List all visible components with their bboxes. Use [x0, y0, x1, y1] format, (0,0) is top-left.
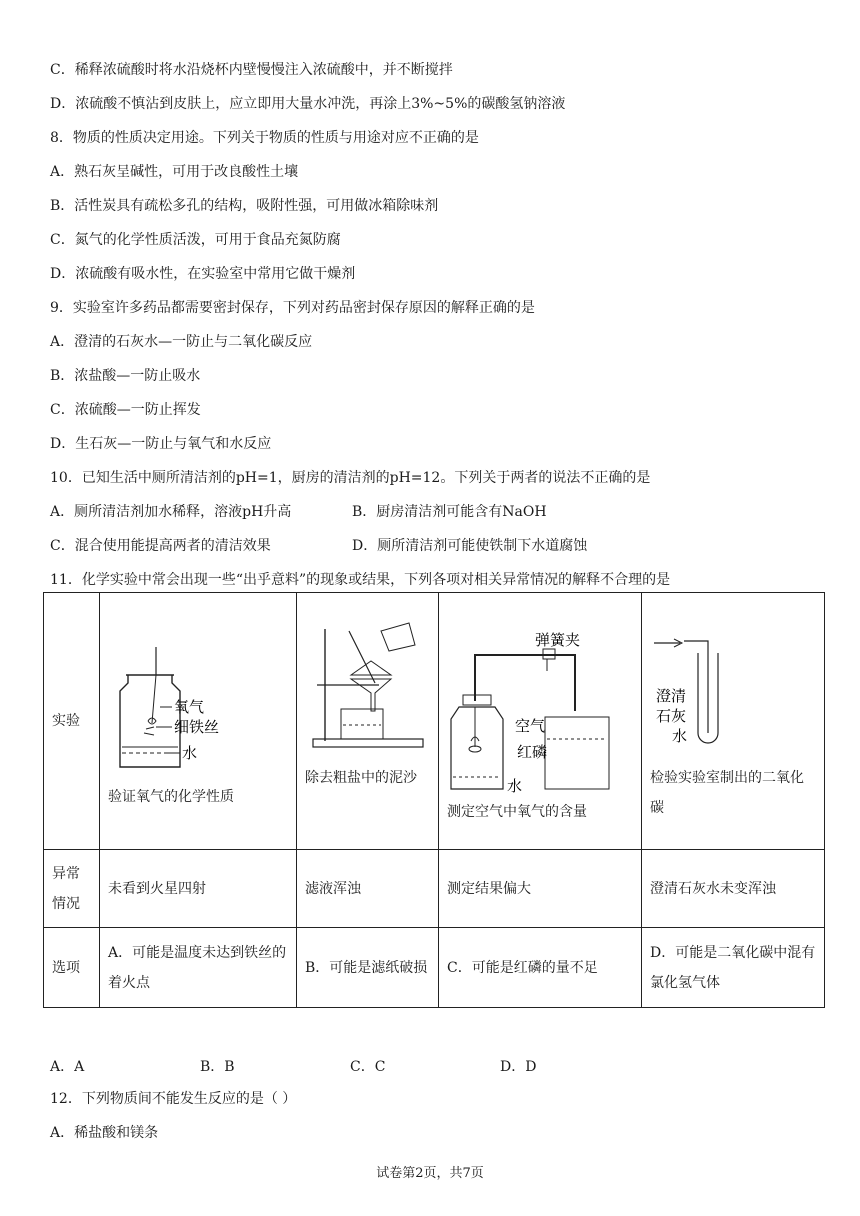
q7-option-d: D．浓硫酸不慎沾到皮肤上，应立即用大量水冲洗，再涂上3%~5%的碳酸氢钠溶液 — [50, 96, 566, 112]
q11-option-a: A．A — [50, 1059, 85, 1075]
q8-option-b: B．活性炭具有疏松多孔的结构，吸附性强，可用做冰箱除味剂 — [50, 198, 439, 214]
label-water-3: 水 — [507, 777, 523, 795]
q9-option-c: C．浓硫酸—一防止挥发 — [50, 402, 201, 418]
experiment-caption-1: 验证氧气的化学性质 — [108, 789, 234, 805]
q8-option-c: C．氮气的化学性质活泼，可用于食品充氮防腐 — [50, 232, 341, 248]
label-lime: 石灰 — [656, 707, 687, 725]
q9-option-a: A．澄清的石灰水—一防止与二氧化碳反应 — [50, 334, 313, 350]
oxygen-content-diagram — [447, 631, 632, 799]
label-iron-wire: 细铁丝 — [174, 718, 220, 736]
q9-stem: 9．实验室许多药品都需要密封保存，下列对药品密封保存原因的解释正确的是 — [50, 300, 535, 316]
label-clear: 澄清 — [656, 687, 687, 705]
experiment-row — [44, 593, 825, 850]
label-red-phosphorus: 红磷 — [517, 743, 548, 761]
experiment-cell-2 — [297, 593, 439, 850]
q10-option-c: C．混合使用能提高两者的清洁效果 — [50, 538, 271, 554]
option-cell-a: A．可能是温度未达到铁丝的着火点 — [100, 928, 297, 1008]
label-water: 水 — [182, 744, 198, 762]
row-header-option: 选项 — [44, 928, 100, 1008]
q8-option-a: A．熟石灰呈碱性，可用于改良酸性土壤 — [50, 164, 299, 180]
abnormal-row — [44, 850, 825, 928]
q12-option-a: A．稀盐酸和镁条 — [50, 1125, 159, 1141]
label-water-4: 水 — [672, 727, 688, 745]
q10-option-b: B．厨房清洁剂可能含有NaOH — [352, 504, 547, 520]
q11-option-b: B．B — [200, 1059, 235, 1075]
experiment-caption-2: 除去粗盐中的泥沙 — [305, 770, 417, 786]
option-cell-c: C．可能是红磷的量不足 — [439, 928, 642, 1008]
label-oxygen: 氧气 — [174, 698, 205, 716]
q7-option-c: C．稀释浓硫酸时将水沿烧杯内壁慢慢注入浓硫酸中，并不断搅拌 — [50, 62, 453, 78]
q11-stem: 11．化学实验中常会出现一些“出乎意料”的现象或结果，下列各项对相关异常情况的解释不合理的是 — [50, 572, 671, 588]
q8-stem: 8．物质的性质决定用途。下列关于物质的性质与用途对应不正确的是 — [50, 130, 479, 146]
q12-stem: 12．下列物质间不能发生反应的是（ ） — [50, 1091, 297, 1107]
row-header-experiment: 实验 — [44, 593, 100, 850]
option-row — [44, 928, 825, 1008]
row-header-abnormal — [44, 850, 100, 928]
page-footer: 试卷第2页，共7页 — [376, 1166, 484, 1181]
label-clamp: 弹簧夹 — [535, 631, 581, 649]
abnormal-cell-4: 澄清石灰水未变浑浊 — [642, 850, 825, 928]
row-header-abnormal-1: 异常 — [52, 865, 80, 882]
limewater-test-diagram — [650, 633, 770, 751]
experiment-cell-3 — [439, 593, 642, 850]
q10-stem: 10．已知生活中厕所清洁剂的pH=1，厨房的清洁剂的pH=12。下列关于两者的说法不正确的是 — [50, 470, 651, 486]
q11-option-d: D．D — [500, 1059, 537, 1075]
abnormal-cell-1: 未看到火星四射 — [100, 850, 297, 928]
option-cell-d: D．可能是二氧化碳中混有氯化氢气体 — [642, 928, 825, 1008]
q11-option-c: C．C — [350, 1059, 386, 1075]
q8-option-d: D．浓硫酸有吸水性，在实验室中常用它做干燥剂 — [50, 266, 356, 282]
abnormal-cell-2: 滤液浑浊 — [297, 850, 439, 928]
q9-option-d: D．生石灰—一防止与氧气和水反应 — [50, 436, 272, 452]
q9-option-b: B．浓盐酸—一防止吸水 — [50, 368, 201, 384]
experiment-cell-1 — [100, 593, 297, 850]
experiment-caption-3: 测定空气中氧气的含量 — [447, 804, 587, 820]
filtration-diagram — [305, 621, 430, 751]
q10-option-a: A．厕所清洁剂加水稀释，溶液pH升高 — [50, 504, 292, 520]
experiment-caption-4: 检验实验室制出的二氧化碳 — [650, 770, 804, 816]
option-cell-b: B．可能是滤纸破损 — [297, 928, 439, 1008]
label-air: 空气 — [515, 717, 546, 735]
abnormal-cell-3: 测定结果偏大 — [439, 850, 642, 928]
experiment-cell-4 — [642, 593, 825, 850]
q10-option-d: D．厕所清洁剂可能使铁制下水道腐蚀 — [352, 538, 588, 554]
row-header-abnormal-2: 情况 — [52, 895, 80, 912]
iron-wire-in-oxygen-diagram — [108, 645, 248, 770]
q11-table — [43, 592, 825, 1008]
